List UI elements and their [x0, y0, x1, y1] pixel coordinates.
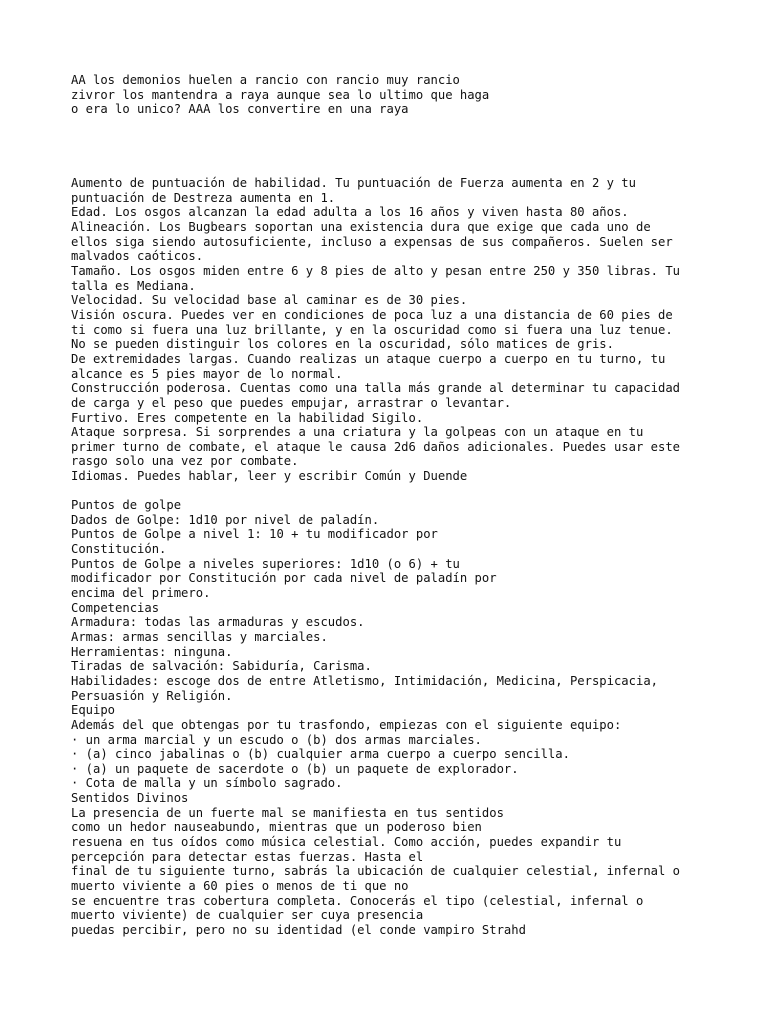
handwritten-note-text: AA los demonios huelen a rancio con rancio muy rancio zivror los mantendra a raya aunque sea lo ultimo que haga o era lo unico? AAA los convertire en una raya	[71, 73, 490, 117]
racial-traits-text: Aumento de puntuación de habilidad. Tu puntuación de Fuerza aumenta en 2 y tu puntuación de Destreza aumenta en 1. Edad. Los osgos alcanzan la edad adulta a los 16 años y viven hasta 80 años. Alineación. Los Bugbears soportan una existencia dura que exige que cada uno de ellos siga siendo autosuficiente, incluso a expensas de sus compañeros. Suelen ser malvados caóticos. Tamaño. Los osgos miden entre 6 y 8 pies de alto y pesan entre 250 y 350 libras. Tu talla es Mediana. Velocidad. Su velocidad base al caminar es de 30 pies. Visión oscura. Puedes ver en condiciones de poca luz a una distancia de 60 pies de ti como si fuera una luz brillante, y en la oscuridad como si fuera una luz tenue. No se pueden distinguir los colores en la oscuridad, sólo matices de gris. De extremidades largas. Cuando realizas un ataque cuerpo a cuerpo en tu turno, tu alcance es 5 pies mayor de lo normal. Construcción poderosa. Cuentas como una talla más grande al determinar tu capacidad de carga y el peso que puedes empujar, arrastrar o levantar. Furtivo. Eres competente en la habilidad Sigilo. Ataque sorpresa. Si sorprendes a una criatura y la golpeas con un ataque en tu primer turno de combate, el ataque le causa 2d6 daños adicionales. Puedes usar este rasgo solo una vez por combate. Idiomas. Puedes hablar, leer y escribir Común y Duende	[71, 176, 681, 484]
class-features-text: Puntos de golpe Dados de Golpe: 1d10 por nivel de paladín. Puntos de Golpe a nivel 1: 10 + tu modificador por Constitución. Puntos de Golpe a niveles superiores: 1d10 (o 6) + tu modificador por Constitución por cada nivel de paladín por encima del primero. Competencias Armadura: todas las armaduras y escudos. Armas: armas sencillas y marciales. Herramientas: ninguna. Tiradas de salvación: Sabiduría, Carisma. Habilidades: escoge dos de entre Atletismo, Intimidación, Medicina, Perspicacia, Persuasión y Religión. Equipo Además del que obtengas por tu trasfondo, empiezas con el siguiente equipo: · un arma marcial y un escudo o (b) dos armas marciales. · (a) cinco jabalinas o (b) cualquier arma cuerpo a cuerpo sencilla. · (a) un paquete de sacerdote o (b) un paquete de explorador. · Cota de malla y un símbolo sagrado. Sentidos Divinos La presencia de un fuerte mal se manifiesta en tus sentidos como un hedor nauseabundo, mientras que un poderoso bien resuena en tus oídos como música celestial. Como acción, puedes expandir tu percepción para detectar estas fuerzas. Hasta el final de tu siguiente turno, sabrás la ubicación de cualquier celestial, infernal o muerto viviente a 60 pies o menos de ti que no se encuentre tras cobertura completa. Conocerás el tipo (celestial, infernal o muerto viviente) de cualquier ser cuya presencia puedas percibir, pero no su identidad (el conde vampiro Strahd	[71, 498, 681, 938]
